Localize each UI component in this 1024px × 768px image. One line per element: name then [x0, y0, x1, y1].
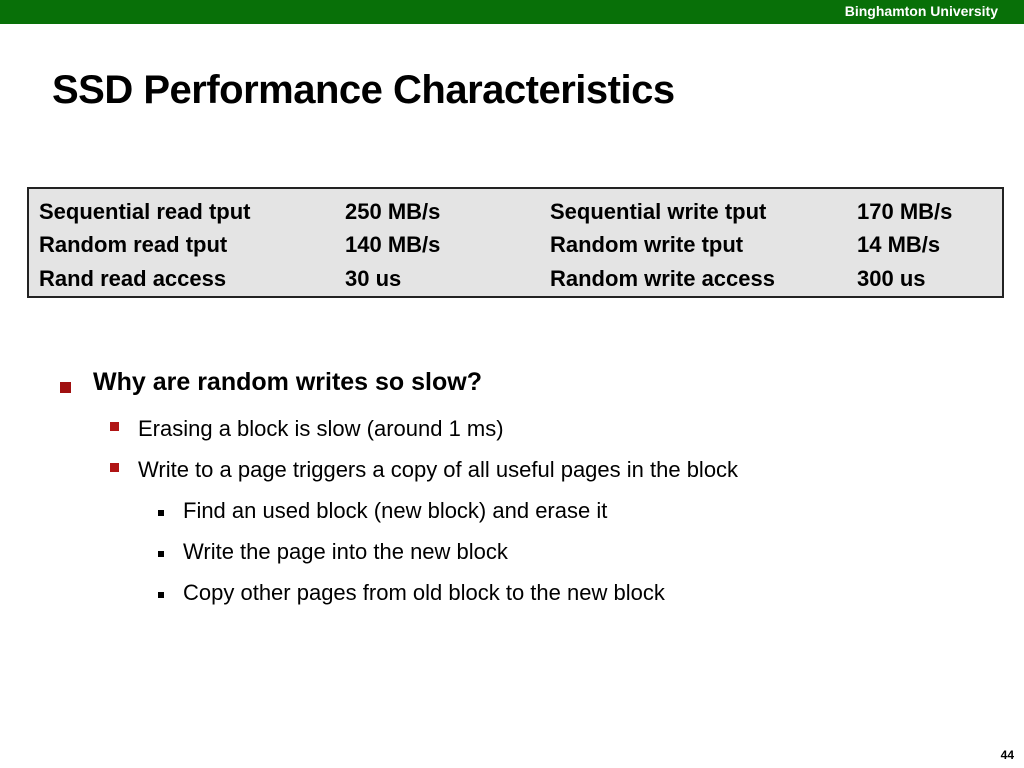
performance-table: [27, 187, 1004, 298]
bullet-step: Find an used block (new block) and erase it: [183, 498, 608, 523]
bullet-question: Why are random writes so slow?: [93, 368, 482, 396]
table-cell-write-value: 14 MB/s: [857, 232, 941, 257]
square-bullet-icon: [158, 551, 164, 557]
square-bullet-icon: [158, 510, 164, 516]
table-cell-read-label: Sequential read tput: [39, 199, 251, 224]
table-cell-read-label: Rand read access: [39, 266, 227, 291]
bullet-reason: Write to a page triggers a copy of all useful pages in the block: [138, 457, 739, 482]
table-cell-read-value: 250 MB/s: [345, 199, 441, 224]
table-cell-write-value: 300 us: [857, 266, 926, 291]
institution-name: Binghamton University: [844, 3, 998, 19]
table-cell-read-value: 140 MB/s: [345, 232, 441, 257]
table-cell-read-label: Random read tput: [39, 232, 228, 257]
slide-title: SSD Performance Characteristics: [52, 68, 675, 112]
bullet-step: Write the page into the new block: [183, 539, 508, 564]
header-bar: [0, 0, 1024, 24]
table-cell-write-label: Random write tput: [550, 232, 744, 257]
table-cell-write-value: 170 MB/s: [857, 199, 953, 224]
square-bullet-icon: [60, 382, 71, 393]
square-bullet-icon: [110, 422, 119, 431]
table-cell-write-label: Random write access: [550, 266, 775, 291]
table-cell-read-value: 30 us: [345, 266, 402, 291]
square-bullet-icon: [110, 463, 119, 472]
bullet-reason: Erasing a block is slow (around 1 ms): [138, 416, 504, 441]
table-cell-write-label: Sequential write tput: [550, 199, 767, 224]
bullet-step: Copy other pages from old block to the new block: [183, 580, 665, 605]
square-bullet-icon: [158, 592, 164, 598]
page-number: 44: [1000, 748, 1014, 762]
